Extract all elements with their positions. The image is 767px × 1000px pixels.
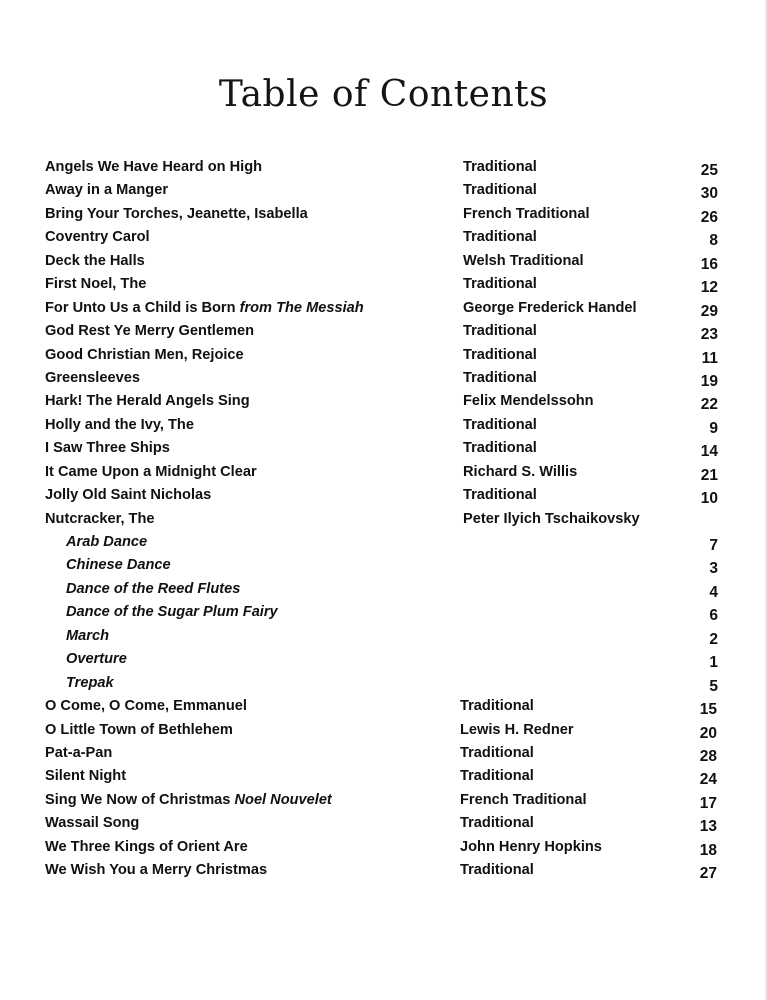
- song-title-text: Hark! The Herald Angels Sing: [45, 393, 250, 410]
- page-number: 27: [699, 865, 717, 883]
- page-number: 21: [700, 466, 718, 484]
- song-title-text: Overture: [66, 651, 127, 668]
- page-number: 18: [699, 841, 717, 859]
- song-title: [45, 367, 140, 390]
- composer: John Henry Hopkins: [460, 838, 602, 855]
- toc-entry: [0, 765, 767, 788]
- page-number: 1: [709, 654, 718, 672]
- song-source: Noel Nouvelet: [234, 791, 332, 808]
- song-title: [45, 742, 112, 765]
- song-title-text: I Saw Three Ships: [45, 440, 170, 457]
- composer: Welsh Traditional: [463, 252, 584, 269]
- song-title: [45, 226, 150, 249]
- composer: Traditional: [460, 768, 534, 785]
- song-title: [66, 554, 171, 577]
- song-title-text: Nutcracker, The: [45, 510, 155, 527]
- page-number: 4: [709, 583, 718, 601]
- song-title-text: Dance of the Reed Flutes: [66, 580, 241, 597]
- song-title-text: Wassail Song: [45, 815, 140, 832]
- page-number: 14: [700, 443, 718, 461]
- toc-subentry: [0, 648, 767, 671]
- composer: Traditional: [463, 229, 537, 246]
- toc-entry: [0, 508, 767, 531]
- page-number: 8: [709, 232, 718, 250]
- toc-subentry: [0, 625, 767, 648]
- toc-entry: [0, 226, 767, 249]
- composer: Felix Mendelssohn: [463, 393, 594, 410]
- song-title-text: Good Christian Men, Rejoice: [45, 346, 244, 363]
- toc-entry: [0, 156, 767, 179]
- song-title-text: Holly and the Ivy, The: [45, 416, 194, 433]
- song-title-text: Jolly Old Saint Nicholas: [45, 487, 212, 504]
- song-title: [45, 461, 257, 484]
- page-number: 15: [699, 701, 717, 719]
- composer: Traditional: [463, 369, 537, 386]
- song-title: [66, 672, 114, 695]
- song-title: [45, 156, 262, 179]
- page-number: 13: [699, 818, 717, 836]
- composer: Traditional: [463, 323, 537, 340]
- song-title-text: Chinese Dance: [66, 557, 171, 574]
- composer: Traditional: [463, 440, 537, 457]
- page-number: 3: [709, 560, 718, 578]
- composer: Peter Ilyich Tschaikovsky: [463, 510, 640, 527]
- toc-subentry: [0, 578, 767, 601]
- song-title-text: We Wish You a Merry Christmas: [45, 862, 268, 879]
- toc-subentry: [0, 531, 767, 554]
- song-title-text: Arab Dance: [66, 534, 148, 550]
- song-title: [66, 601, 278, 624]
- song-title: [45, 508, 155, 531]
- toc-entry: [0, 179, 767, 202]
- toc-entry: [0, 719, 767, 742]
- toc-subentry: [0, 601, 767, 624]
- page-number: 9: [709, 419, 718, 437]
- song-title-text: First Noel, The: [45, 276, 147, 293]
- toc-entry: [0, 273, 767, 296]
- song-title-text: O Come, O Come, Emmanuel: [45, 698, 247, 715]
- song-title-text: For Unto Us a Child is Born: [45, 299, 236, 316]
- song-title: [45, 789, 332, 812]
- page-number: 7: [709, 537, 718, 554]
- song-title-text: God Rest Ye Merry Gentlemen: [45, 323, 254, 340]
- toc-entry: [0, 297, 767, 320]
- song-title: [45, 179, 168, 202]
- song-title: [45, 414, 194, 437]
- composer: Lewis H. Redner: [460, 721, 574, 738]
- song-title-text: O Little Town of Bethlehem: [45, 721, 233, 738]
- song-title-text: March: [66, 627, 109, 644]
- song-title: [45, 836, 248, 859]
- song-title: [45, 273, 146, 296]
- song-title: [45, 320, 254, 343]
- song-title-text: We Three Kings of Orient Are: [45, 838, 248, 855]
- page-number: 24: [699, 771, 717, 789]
- composer: Traditional: [463, 416, 537, 433]
- toc-entry: [0, 812, 767, 835]
- toc-subentry: [0, 672, 767, 695]
- song-title: [45, 203, 308, 226]
- song-title: [66, 531, 147, 554]
- toc-entry: [0, 390, 767, 413]
- song-title-text: Away in a Manger: [45, 182, 169, 199]
- composer: Traditional: [463, 182, 537, 199]
- toc-entry: [0, 695, 767, 718]
- composer: George Frederick Handel: [463, 299, 637, 316]
- page-number: 30: [700, 185, 718, 203]
- composer: French Traditional: [463, 205, 590, 222]
- page-number: 12: [700, 279, 718, 297]
- page-number: 19: [700, 372, 718, 390]
- song-title-text: It Came Upon a Midnight Clear: [45, 463, 257, 480]
- composer: Traditional: [463, 159, 537, 175]
- composer: Traditional: [460, 862, 534, 879]
- toc-entry: [0, 437, 767, 460]
- page-number: 28: [699, 747, 717, 765]
- song-title-text: Trepak: [66, 674, 114, 691]
- song-title: [66, 625, 109, 648]
- song-title: [45, 859, 267, 882]
- toc-entry: [0, 484, 767, 507]
- song-title-text: Angels We Have Heard on High: [45, 159, 263, 175]
- toc-entry: [0, 859, 767, 882]
- page-number: 17: [699, 794, 717, 812]
- page-number: 10: [700, 490, 718, 508]
- song-title-text: Bring Your Torches, Jeanette, Isabella: [45, 205, 308, 222]
- song-title-text: Coventry Carol: [45, 229, 150, 246]
- song-title: [45, 484, 211, 507]
- page-number: 20: [699, 724, 717, 742]
- composer: French Traditional: [460, 791, 587, 808]
- page-number: 23: [700, 326, 718, 344]
- toc-entry: [0, 344, 767, 367]
- composer: Traditional: [463, 276, 537, 293]
- toc-entry: [0, 836, 767, 859]
- toc-entry: [0, 789, 767, 812]
- table-of-contents-list: [0, 156, 767, 883]
- song-source: from The Messiah: [239, 299, 364, 316]
- toc-entry: [0, 414, 767, 437]
- song-title-text: Sing We Now of Christmas: [45, 791, 231, 808]
- page-number: 26: [700, 208, 718, 226]
- composer: Traditional: [460, 815, 534, 832]
- song-title-text: Deck the Halls: [45, 252, 145, 269]
- song-title: [45, 765, 126, 788]
- page-number: 16: [700, 255, 718, 273]
- composer: Richard S. Willis: [463, 463, 578, 480]
- page-number: 6: [709, 607, 718, 625]
- page-number: 11: [701, 349, 718, 367]
- page-number: 2: [709, 630, 718, 648]
- song-title: [45, 250, 145, 273]
- song-title: [45, 437, 170, 460]
- song-title-text: Greensleeves: [45, 369, 140, 386]
- toc-subentry: [0, 554, 767, 577]
- toc-entry: [0, 320, 767, 343]
- song-title: [66, 648, 127, 671]
- song-title-text: Pat-a-Pan: [45, 744, 113, 761]
- page-number: 25: [700, 162, 718, 179]
- song-title: [66, 578, 240, 601]
- song-title: [45, 390, 250, 413]
- song-title: [45, 297, 364, 320]
- composer: Traditional: [460, 698, 534, 715]
- song-title: [45, 719, 233, 742]
- toc-entry: [0, 461, 767, 484]
- song-title: [45, 812, 139, 835]
- composer: Traditional: [463, 487, 537, 504]
- composer: Traditional: [463, 346, 537, 363]
- toc-entry: [0, 203, 767, 226]
- page-number: 5: [709, 677, 718, 695]
- song-title: [45, 695, 247, 718]
- toc-entry: [0, 250, 767, 273]
- page-number: 29: [700, 302, 718, 320]
- toc-entry: [0, 367, 767, 390]
- page-number: 22: [700, 396, 718, 414]
- song-title-text: Silent Night: [45, 768, 127, 785]
- song-title-text: Dance of the Sugar Plum Fairy: [66, 604, 278, 621]
- composer: Traditional: [460, 744, 534, 761]
- toc-entry: [0, 742, 767, 765]
- page-title: Table of Contents: [218, 74, 549, 115]
- song-title: [45, 344, 244, 367]
